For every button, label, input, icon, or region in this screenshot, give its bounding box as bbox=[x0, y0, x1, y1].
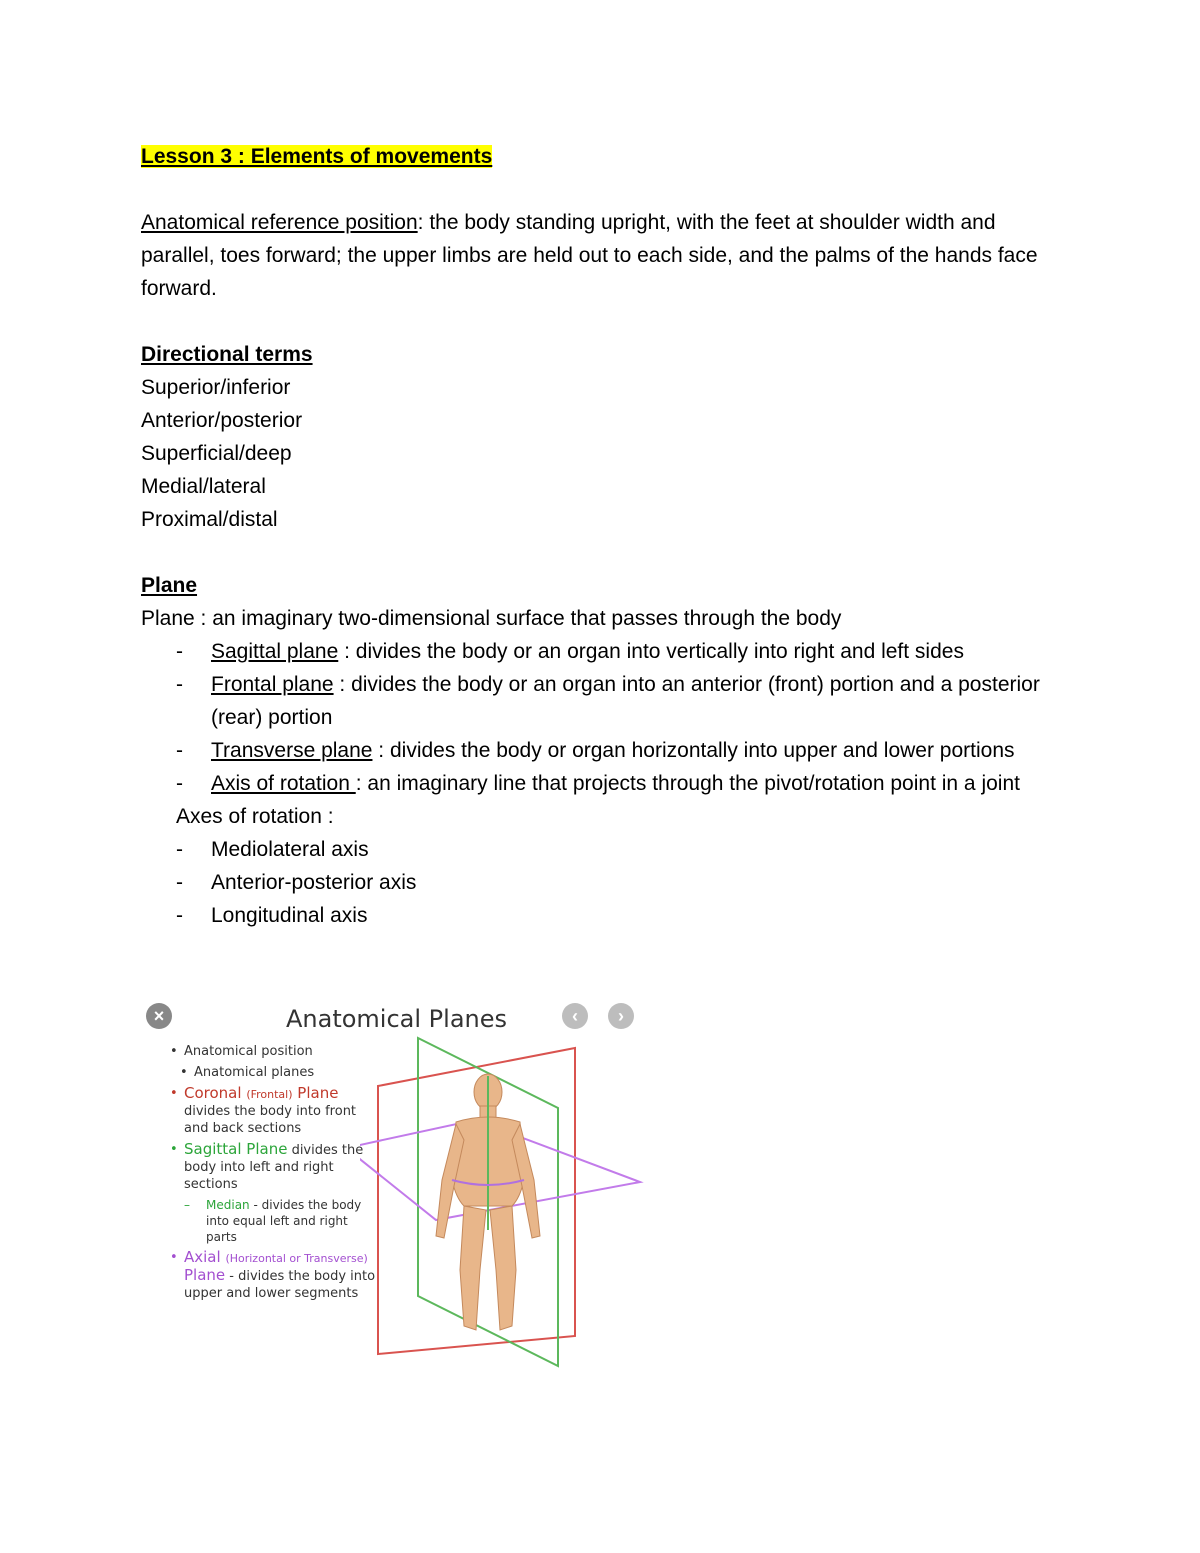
figure-bullet-median bbox=[170, 1197, 380, 1245]
chevron-right-icon[interactable]: › bbox=[608, 1003, 634, 1029]
plane-term: Transverse plane bbox=[211, 739, 373, 762]
sagittal-desc: divides the body into left and right sections bbox=[184, 1143, 364, 1192]
median-desc: - divides the body into equal left and right parts bbox=[206, 1198, 362, 1244]
plane-list-item bbox=[141, 734, 1061, 767]
plane-term: Sagittal plane bbox=[211, 640, 339, 663]
figure-bullet-list bbox=[170, 1043, 380, 1306]
directional-term: Medial/lateral bbox=[141, 475, 266, 498]
coronal-term-paren: (Frontal) bbox=[246, 1088, 293, 1101]
chevron-left-icon[interactable]: ‹ bbox=[562, 1003, 588, 1029]
directional-term: Superficial/deep bbox=[141, 442, 292, 465]
figure-bullet bbox=[170, 1064, 380, 1081]
axis-name: Anterior-posterior axis bbox=[211, 871, 417, 894]
axial-term: Axial bbox=[184, 1248, 226, 1266]
bullet-dot-icon: • bbox=[170, 1044, 178, 1059]
dash-bullet: - bbox=[176, 739, 183, 762]
axis-list-item bbox=[141, 833, 1061, 866]
axial-term-end: Plane bbox=[184, 1266, 226, 1284]
anatomical-reference-term: Anatomical reference position bbox=[141, 211, 418, 234]
plane-desc: : divides the body or organ horizontally into upper and lower portions bbox=[372, 739, 1015, 762]
sagittal-term: Sagittal Plane bbox=[184, 1140, 288, 1158]
dash-bullet: - bbox=[176, 673, 183, 696]
figure-bullet bbox=[170, 1043, 380, 1060]
plane-definition: Plane : an imaginary two-dimensional surface that passes through the body bbox=[141, 607, 842, 630]
plane-heading: Plane bbox=[141, 574, 198, 597]
figure-title: Anatomical Planes bbox=[286, 1005, 508, 1033]
coronal-desc: divides the body into front and back sections bbox=[184, 1104, 357, 1136]
directional-term: Anterior/posterior bbox=[141, 409, 303, 432]
dash-icon: – bbox=[184, 1198, 190, 1212]
lesson-title-line bbox=[141, 140, 1061, 173]
axis-name: Mediolateral axis bbox=[211, 838, 369, 861]
figure-bullet-sagittal bbox=[170, 1141, 380, 1193]
dash-bullet: - bbox=[176, 640, 183, 663]
plane-list-item bbox=[141, 668, 1061, 734]
figure-bullet-text: Anatomical planes bbox=[194, 1065, 315, 1080]
plane-term: Frontal plane bbox=[211, 673, 334, 696]
anatomical-reference-definition: : the body standing upright, with the feet at shoulder width and parallel, toes forward; the upper limbs are held out to each side, and the palms of the hands face forward. bbox=[141, 211, 1038, 300]
dash-bullet: - bbox=[176, 772, 183, 795]
figure-bullet-coronal bbox=[170, 1085, 380, 1137]
dash-bullet: - bbox=[176, 838, 183, 861]
directional-term: Proximal/distal bbox=[141, 508, 278, 531]
axis-list-item bbox=[141, 866, 1061, 899]
bullet-dot-icon: • bbox=[170, 1086, 178, 1101]
axis-name: Longitudinal axis bbox=[211, 904, 368, 927]
directional-term: Superior/inferior bbox=[141, 376, 291, 399]
axial-term-paren: (Horizontal or Transverse) bbox=[225, 1252, 368, 1265]
bullet-dot-icon: • bbox=[170, 1142, 178, 1157]
directional-terms-heading: Directional terms bbox=[141, 343, 313, 366]
anatomical-planes-figure bbox=[140, 995, 650, 1375]
anatomical-reference-paragraph bbox=[141, 206, 1061, 305]
plane-term: Axis of rotation bbox=[211, 772, 356, 795]
plane-desc: : an imaginary line that projects through the pivot/rotation point in a joint bbox=[355, 772, 1020, 795]
axis-list-item bbox=[141, 899, 1061, 932]
plane-list-item bbox=[141, 767, 1061, 800]
plane-desc: : divides the body or an organ into an anterior (front) portion and a posterior (rear) portion bbox=[211, 673, 1040, 729]
bullet-dot-icon: • bbox=[170, 1250, 178, 1265]
median-term: Median bbox=[206, 1198, 250, 1212]
dash-bullet: - bbox=[176, 904, 183, 927]
figure-bullet-axial bbox=[170, 1249, 380, 1302]
axes-heading: Axes of rotation : bbox=[176, 805, 334, 828]
bullet-dot-icon: • bbox=[180, 1065, 188, 1080]
plane-list-item bbox=[141, 635, 1061, 668]
dash-bullet: - bbox=[176, 871, 183, 894]
lesson-title: Lesson 3 : Elements of movements bbox=[141, 145, 493, 168]
document-body bbox=[141, 140, 1061, 932]
coronal-term-end: Plane bbox=[292, 1084, 339, 1102]
coronal-term: Coronal bbox=[184, 1084, 247, 1102]
close-icon[interactable]: × bbox=[146, 1003, 172, 1029]
figure-bullet-text: Anatomical position bbox=[184, 1044, 313, 1059]
body-planes-illustration bbox=[360, 1030, 650, 1370]
axial-desc: - divides the body into upper and lower segments bbox=[184, 1269, 376, 1301]
plane-desc: : divides the body or an organ into vertically into right and left sides bbox=[338, 640, 964, 663]
